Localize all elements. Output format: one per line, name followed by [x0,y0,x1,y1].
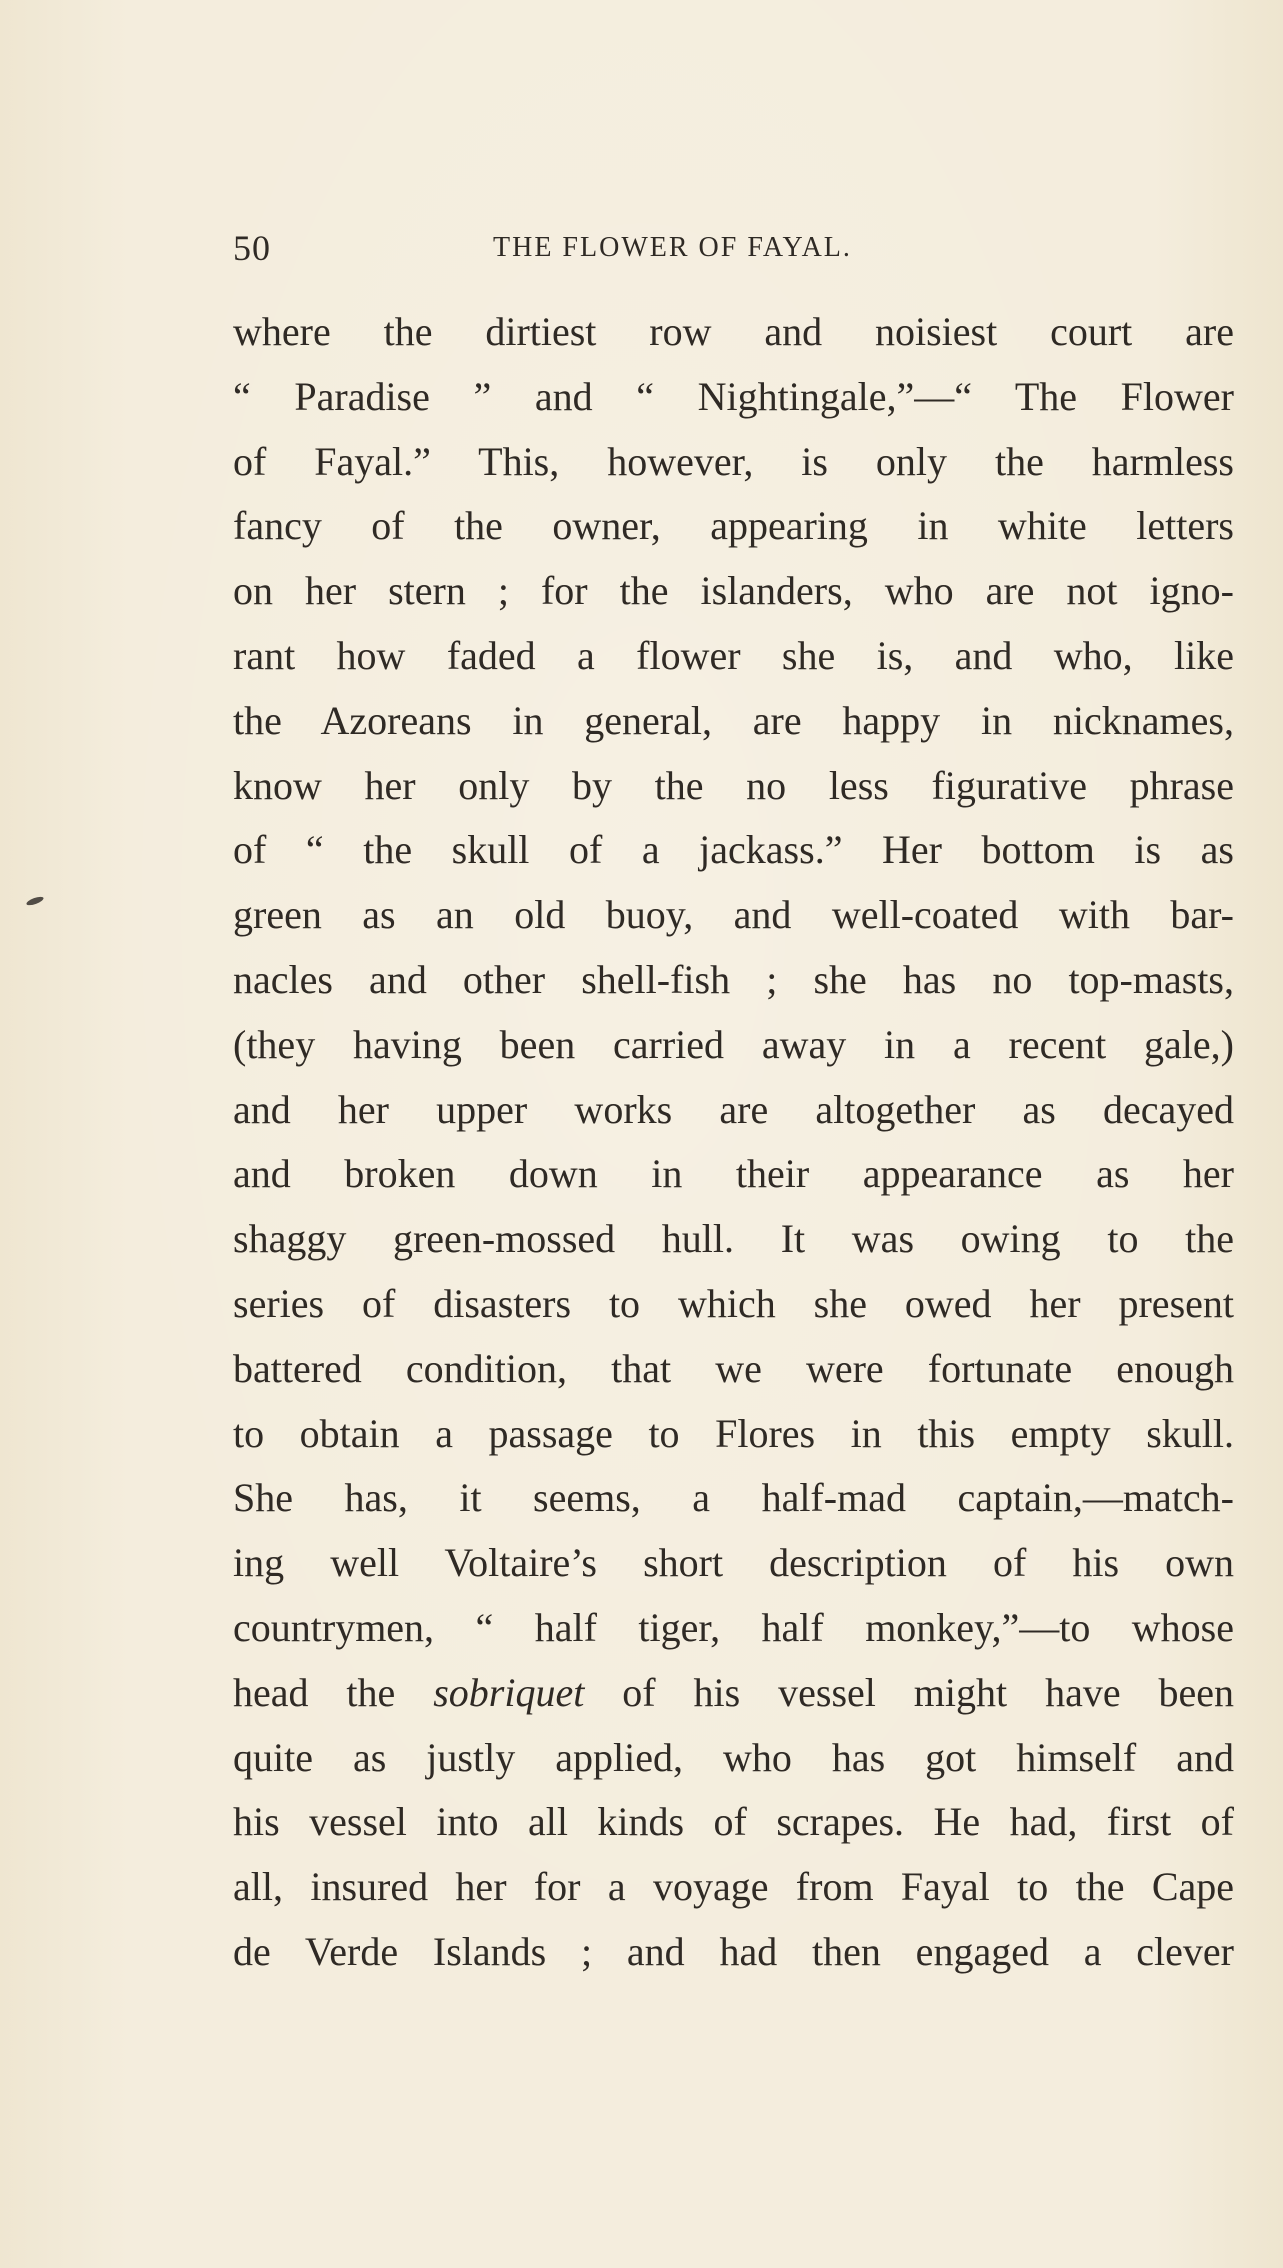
text-line: rant how faded a flower she is, and who, like [233,632,1234,678]
text-line: the Azoreans in general, are happy in nicknames, [233,697,1234,743]
text-line: de Verde Islands ; and had then engaged a clever [233,1928,1234,1974]
page-header [233,218,985,278]
text-line: where the dirtiest row and noisiest court are [233,309,1234,354]
text-line-with-italic [233,1661,1234,1726]
text-line: to obtain a passage to Flores in this empty skull. [233,1410,1234,1456]
line-tail: of his vessel might have been [584,1669,1234,1715]
body-text [233,300,1234,1985]
text-line: know her only by the no less figurative phrase [233,762,1234,808]
text-line: fancy of the owner, appearing in white letters [233,503,1234,549]
text-line: all, insured her for a voyage from Fayal to the Cape [233,1864,1234,1910]
text-line: of “ the skull of a jackass.” Her bottom is as [233,827,1234,873]
italic-word: sobriquet [433,1669,585,1715]
text-line: and her upper works are altogether as decayed [233,1086,1234,1132]
text-line: and broken down in their appearance as her [233,1151,1234,1197]
text-line: quite as justly applied, who has got himself and [233,1734,1234,1780]
text-line: of Fayal.” This, however, is only the harmless [233,438,1234,484]
text-line: nacles and other shell-fish ; she has no top-masts, [233,956,1234,1002]
text-line: battered condition, that we were fortunate enough [233,1345,1234,1391]
text-line: countrymen, “ half tiger, half monkey,”—to whose [233,1604,1234,1650]
text-line: on her stern ; for the islanders, who are not igno- [233,568,1234,614]
text-line: (they having been carried away in a recent gale,) [233,1021,1234,1067]
text-line: “ Paradise ” and “ Nightingale,”—“ The Flower [233,373,1234,419]
text-line: series of disasters to which she owed her present [233,1280,1234,1326]
text-line: She has, it seems, a half-mad captain,—match- [233,1475,1234,1521]
text-line: shaggy green-mossed hull. It was owing to the [233,1216,1234,1262]
running-title: THE FLOWER OF FAYAL. [493,232,852,263]
text-line: green as an old buoy, and well-coated with bar- [233,892,1234,938]
line-head: head the [233,1669,434,1715]
text-line: his vessel into all kinds of scrapes. He had, first of [233,1799,1234,1845]
page-number: 50 [233,228,271,268]
ink-speck [26,895,45,907]
text-line: ing well Voltaire’s short description of his own [233,1540,1234,1586]
